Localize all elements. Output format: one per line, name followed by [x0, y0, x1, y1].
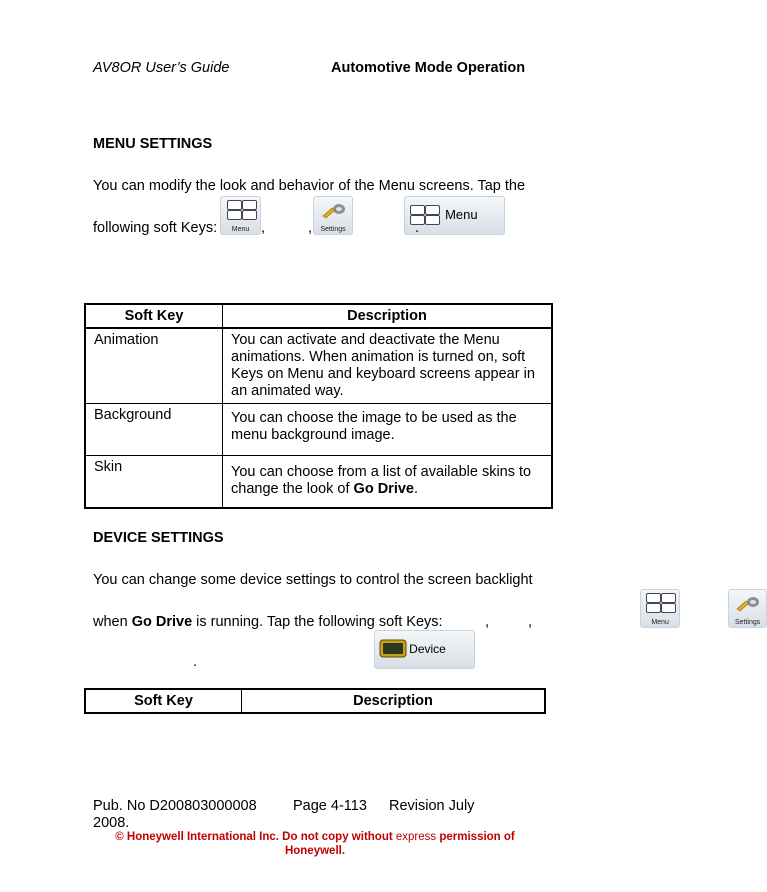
menu-settings-intro: You can modify the look and behavior of the Menu screens. Tap the	[93, 178, 526, 194]
device-line-bold: Go Drive	[131, 614, 193, 630]
device-settings-table	[84, 688, 546, 714]
device-settings-title: DEVICE SETTINGS	[93, 530, 224, 546]
footer-year: 2008.	[93, 815, 130, 831]
table-header-row	[85, 689, 545, 713]
key-separator: ,	[308, 220, 313, 236]
copyright-notice	[80, 831, 550, 843]
table-cell-description: You can choose the image to be used as the menu background image.	[223, 404, 553, 456]
settings-soft-key-label: Settings	[734, 619, 761, 626]
table-row	[85, 328, 552, 404]
skin-desc-bold: Go Drive	[353, 481, 414, 497]
device-line-prefix: when	[93, 614, 132, 630]
table-cell-softkey: Background	[85, 404, 223, 456]
footer-pub-number: Pub. No D200803000008	[93, 798, 257, 814]
device-settings-keys-line	[93, 614, 443, 630]
table-header-description: Description	[223, 304, 553, 328]
header-section-title: Automotive Mode Operation	[331, 60, 526, 76]
menu-soft-key-label: Menu	[651, 619, 669, 626]
device-line-suffix: is running. Tap the following soft Keys:	[192, 614, 443, 630]
table-header-row	[85, 304, 552, 328]
table-row	[85, 456, 552, 508]
copyright-part-a: © Honeywell International Inc. Do not copy without	[115, 831, 396, 843]
table-cell-description: You can activate and deactivate the Menu animations. When animation is turned on, soft Keys on Menu and keyboard screens appear in an animated way.	[223, 328, 553, 404]
menu-soft-key[interactable]	[220, 196, 261, 235]
menu-wide-soft-key-label: Menu	[445, 207, 478, 222]
menu-grid-icon	[646, 593, 674, 611]
menu-settings-table	[84, 303, 553, 509]
header-guide-title: AV8OR User’s Guide	[93, 60, 230, 76]
table-row	[85, 404, 552, 456]
menu-settings-keys-line	[93, 220, 217, 236]
key-separator: ,	[528, 614, 533, 630]
table-cell-description	[223, 456, 553, 508]
settings-wrench-icon	[321, 200, 347, 220]
footer-page-number: Page 4-113	[293, 798, 367, 814]
table-header-description: Description	[242, 689, 546, 713]
skin-desc-suffix: .	[413, 481, 419, 497]
device-soft-key[interactable]	[374, 630, 475, 669]
settings-wrench-icon	[735, 593, 761, 613]
menu-soft-key[interactable]	[640, 589, 680, 628]
copyright-part-b: express	[395, 831, 437, 843]
footer-revision: Revision July	[389, 798, 475, 814]
copyright-holder: Honeywell.	[284, 845, 346, 857]
settings-soft-key[interactable]	[728, 589, 767, 628]
table-header-softkey: Soft Key	[85, 304, 223, 328]
key-end-period: .	[193, 654, 198, 670]
skin-desc-text: You can choose from a list of available skins to change the look of	[231, 464, 532, 497]
copyright-part-c: permission of	[436, 831, 515, 843]
key-separator: ,	[261, 220, 266, 236]
table-header-softkey: Soft Key	[85, 689, 242, 713]
settings-soft-key-label: Settings	[320, 226, 346, 233]
device-settings-intro: You can change some device settings to control the screen backlight	[93, 572, 533, 588]
table-cell-softkey: Animation	[85, 328, 223, 404]
menu-settings-keys-prefix: following soft Keys:	[93, 220, 218, 236]
table-cell-softkey: Skin	[85, 456, 223, 508]
device-soft-key-label: Device	[409, 642, 446, 656]
menu-settings-title: MENU SETTINGS	[93, 136, 213, 152]
device-screen-icon	[379, 639, 407, 659]
menu-wide-soft-key[interactable]	[404, 196, 505, 235]
key-separator: ,	[485, 614, 490, 630]
menu-grid-icon	[227, 200, 255, 218]
key-end-period: .	[415, 220, 420, 236]
settings-soft-key[interactable]	[313, 196, 353, 235]
menu-soft-key-label: Menu	[231, 226, 250, 233]
